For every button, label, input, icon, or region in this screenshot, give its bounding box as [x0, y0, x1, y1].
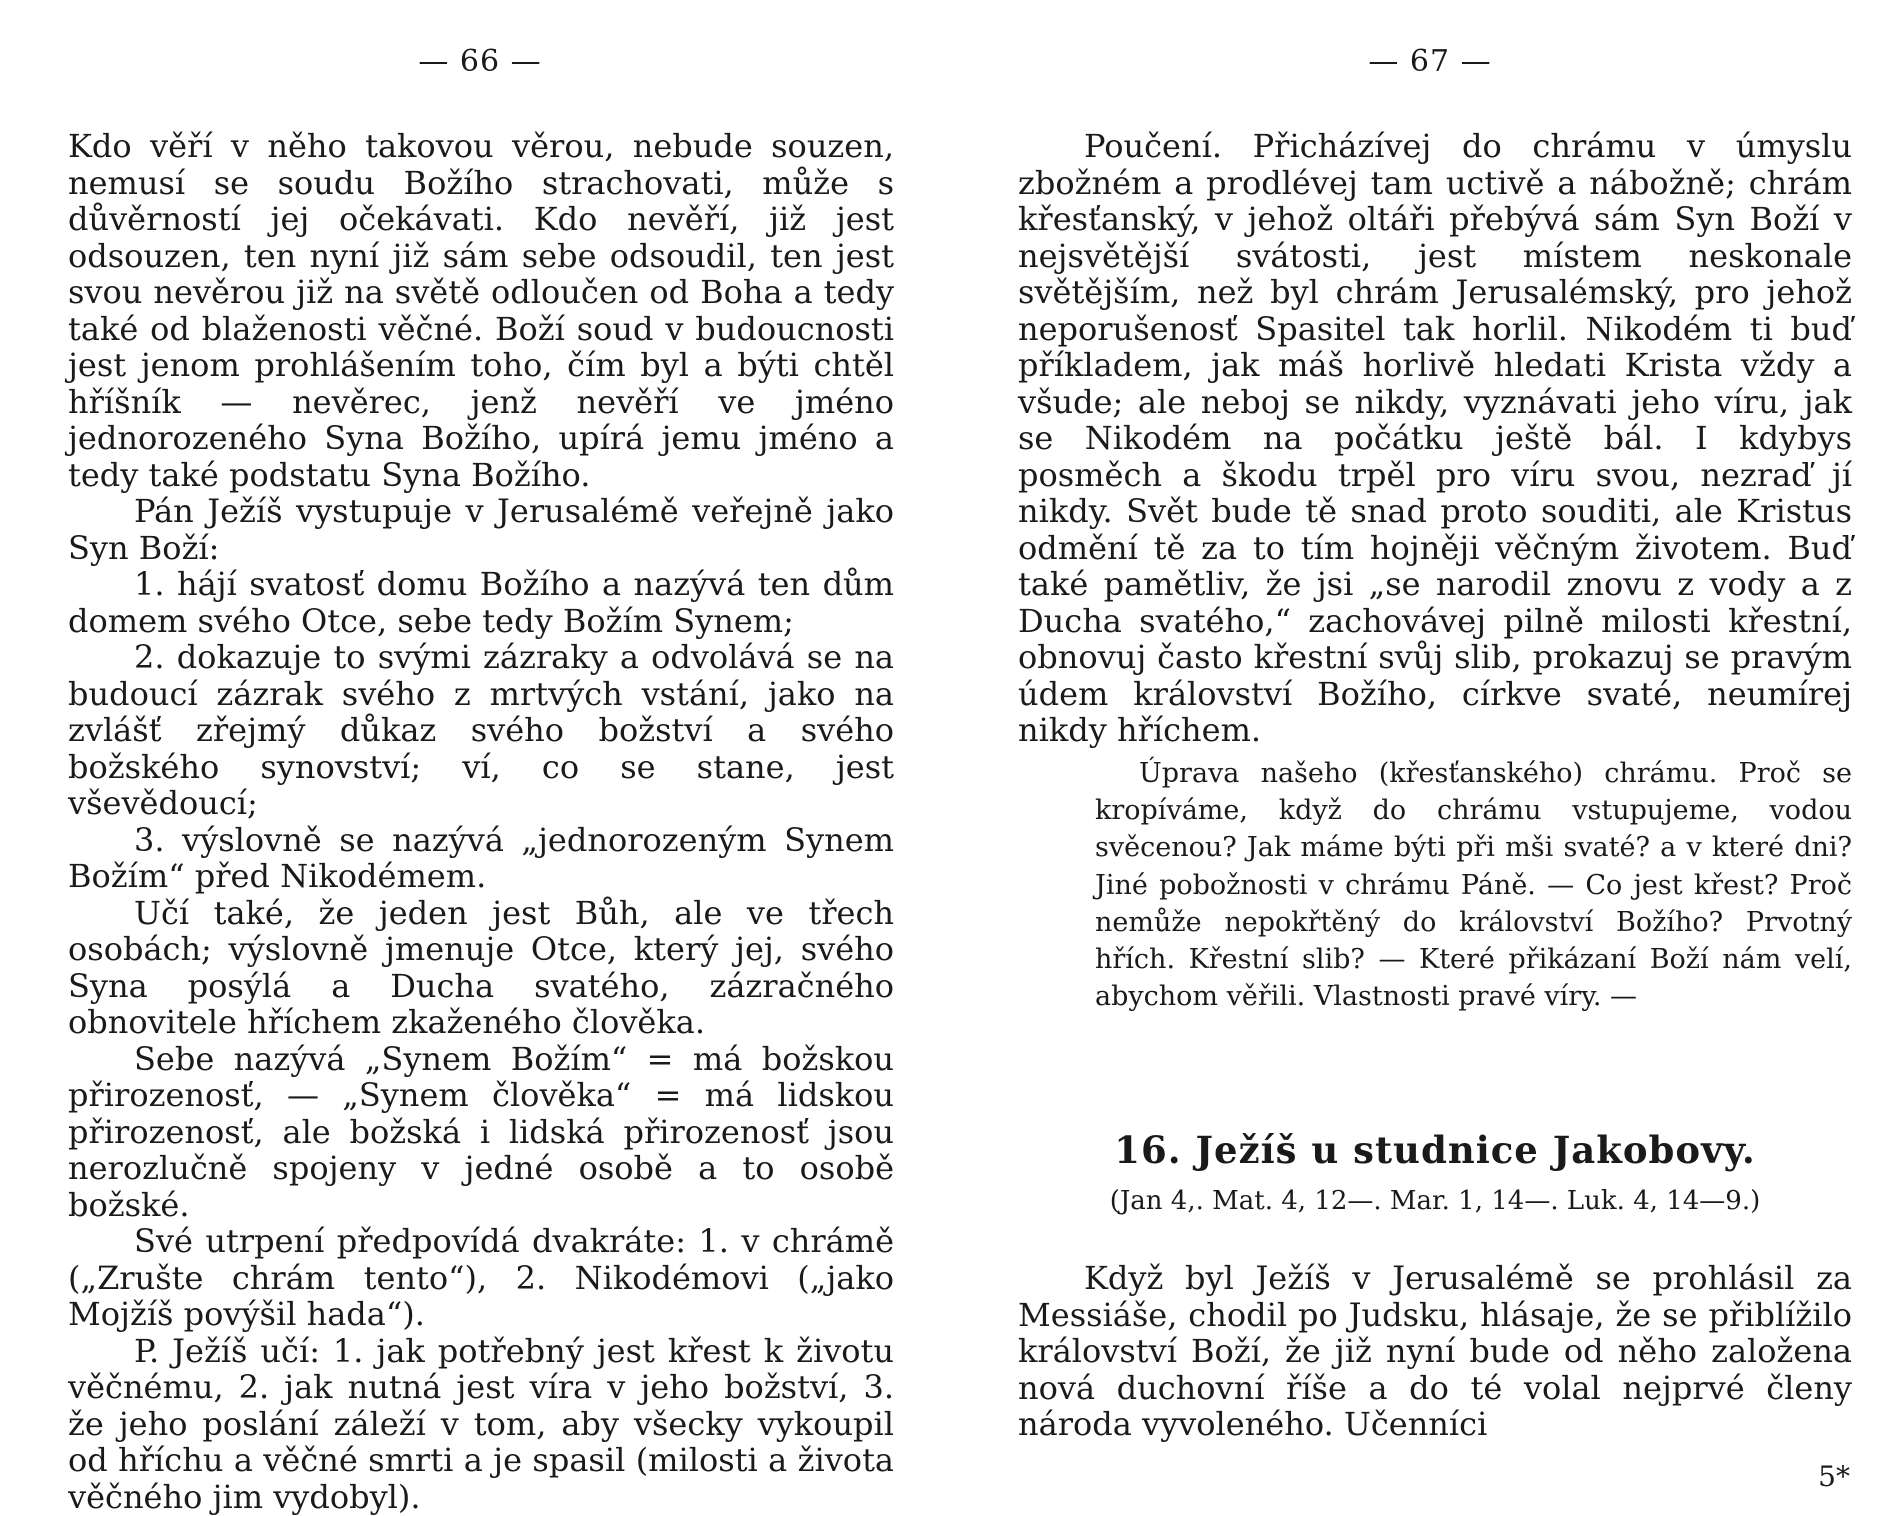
left-body-text — [68, 128, 894, 1515]
paragraph: Pán Ježíš vystupuje v Jerusalémě veřejně jako Syn Boží: — [68, 492, 894, 567]
instruction-block — [1018, 128, 1852, 749]
paragraph: Své utrpení předpovídá dvakráte: 1. v chrámě („Zrušte chrám tento“), 2. Nikodémovi („jako Mojžíš povýšil hada“). — [68, 1222, 894, 1333]
paragraph: Učí také, že jeden jest Bůh, ale ve třech osobách; výslovně jmenuje Otce, který jej, svého Syna posýlá a Ducha svatého, zázračného obnovitele hříchem zkaženého člověka. — [68, 893, 894, 1041]
printer-signature: 5* — [1818, 1460, 1850, 1493]
paragraph: Kdo věří v něho takovou věrou, nebude souzen, nemusí se soudu Božího strachovati, může s důvěrností jej očekávati. Kdo nevěří, již jest odsouzen, ten nyní již sám sebe odsoudil, ten jest svou nevěrou již na světě odloučen od Boha a tedy také od blaženosti věčné. Boží soud v budoucnosti jest jenom prohlášením toho, čím byl a býti chtěl hříšník — nevěrec, jenž nevěří ve jméno jednorozeného Syna Božího, upírá jemu jméno a tedy také podstatu Syna Božího. — [68, 127, 894, 494]
section-title: 16. Ježíš u studnice Jakobovy. — [1114, 1128, 1756, 1172]
paragraph: Sebe nazývá „Synem Božím“ = má božskou přirozenosť, — „Synem člověka“ = má lidskou přirozenosť, ale božská i lidská přirozenosť jsou nerozlučně spojeny v jedné osobě a to osobě božské. — [68, 1039, 894, 1224]
exercise-questions: Úprava našeho (křesťanského) chrámu. Proč se kropíváme, když do chrámu vstupujeme, vodou svěcenou? Jak máme býti při mši svaté? a v které dni? Jiné pobožnosti v chrámu Páně. — Co jest křest? Proč nemůže nepokřtěný do království Božího? Prvotný hřích. Křestní slib? — Které přikázaní Boží nám velí, abychom věřili. Vlastnosti pravé víry. — — [1095, 758, 1852, 1013]
list-item: 3. výslovně se nazývá „jednorozeným Synem Božím“ před Nikodémem. — [68, 820, 894, 895]
right-page — [950, 0, 1900, 1500]
list-item: 2. dokazuje to svými zázraky a odvolává se na budoucí zázrak svého z mrtvých vstání, jako na zvlášť zřejmý důkaz svého božství a svého božského synovství; ví, co se stane, jest vševědoucí; — [68, 638, 894, 822]
instruction-paragraph: Poučení. Přicházívej do chrámu v úmyslu zbožném a prodlévej tam uctivě a nábožně; chrám křesťanský, v jehož oltáři přebývá sám Syn Boží v nejsvětější svátosti, jest místem neskonale světějším, než byl chrám Jerusalémský, pro jehož neporušenosť Spasitel tak horlil. Nikodém ti buď příkladem, jak máš horlivě hledati Krista vždy a všude; ale neboj se nikdy, vyznávati jeho víru, jak se Nikodém na počátku ještě bál. I kdybys posměch a škodu trpěl pro víru svou, nezraď jí nikdy. Svět bude tě snad proto souditi, ale Kristus odmění tě za to tím hojněji věčným životem. Buď také pamětliv, že jsi „se narodil znovu z vody a z Ducha svatého,“ zachovávej pilně milosti křestní, obnovuj často křestní svůj slib, prokazuj se pravým údem království Božího, církve svaté, neumírej nikdy hříchem. — [1018, 127, 1852, 749]
page-number-left: — 66 — — [418, 44, 542, 79]
section-references: (Jan 4,. Mat. 4, 12—. Mar. 1, 14—. Luk. 4, 14—9.) — [1109, 1186, 1761, 1216]
page-number-right: — 67 — — [1368, 44, 1492, 79]
list-item: 1. hájí svatosť domu Božího a nazývá ten dům domem svého Otce, sebe tedy Božím Synem; — [68, 565, 894, 640]
paragraph: Když byl Ježíš v Jerusalémě se prohlásil za Messiáše, chodil po Judsku, hlásaje, že se přiblížilo království Boží, že již nyní bude od něho založena nová duchovní říše a do té volal nejprvé členy národa vyvoleného. Učenníci — [1018, 1259, 1852, 1443]
paragraph: P. Ježíš učí: 1. jak potřebný jest křest k životu věčnému, 2. jak nutná jest víra v jeho božství, 3. že jeho poslání záleží v tom, aby všecky vykoupil od hříchu a věčné smrti a je spasil (milosti a života věčného jim vydobyl). — [68, 1331, 894, 1516]
section-body — [1018, 1260, 1852, 1443]
